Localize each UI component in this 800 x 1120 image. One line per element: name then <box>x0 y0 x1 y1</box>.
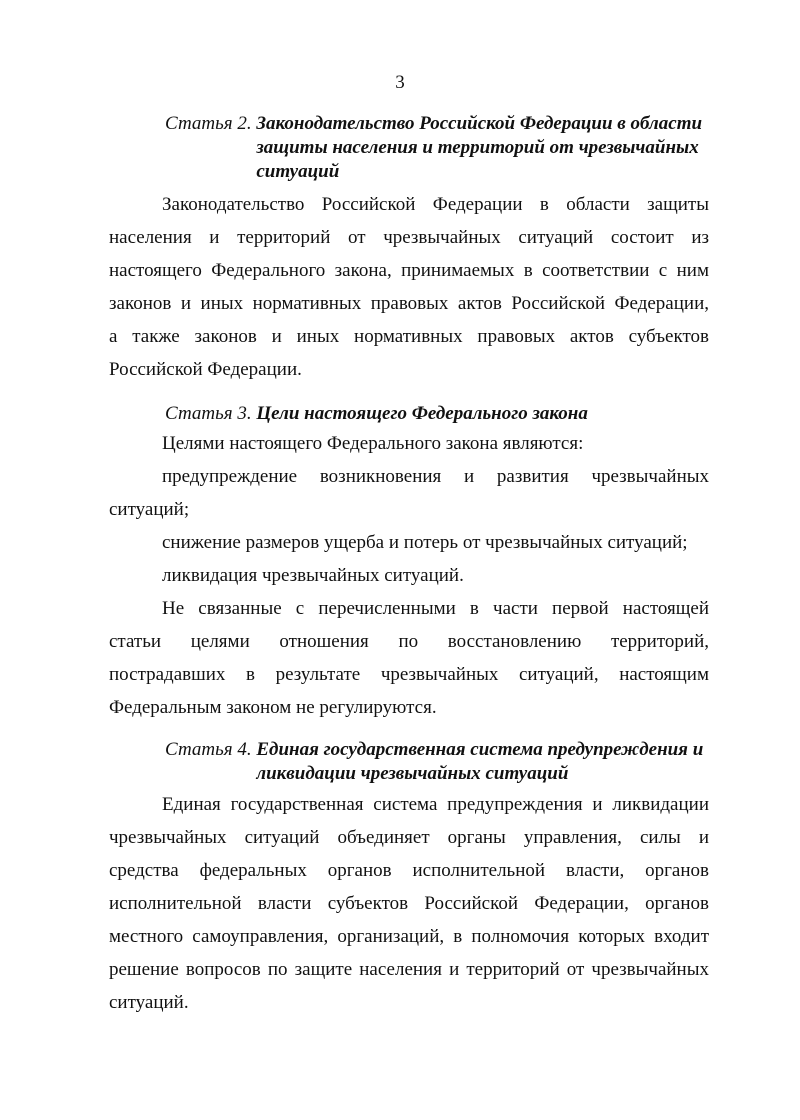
article-2-label: Статья 2. <box>165 113 252 134</box>
article-2-title-line: Законодательство Российской Федерации в области <box>256 113 703 134</box>
paragraph-line: Единая государственная система предупреждения и ликвидации <box>162 794 709 815</box>
paragraph-line: Целями настоящего Федерального закона являются: <box>162 433 584 454</box>
paragraph-line: Российской Федерации. <box>109 359 302 380</box>
article-4-body <box>109 788 709 1019</box>
article-3-title <box>256 402 587 426</box>
paragraph-line: Не связанные с перечисленными в части первой настоящей <box>162 598 709 619</box>
article-4-title-line: ликвидации чрезвычайных ситуаций <box>256 763 569 784</box>
paragraph-line: законов и иных нормативных правовых актов Российской Федерации, <box>109 293 709 314</box>
paragraph-line: Законодательство Российской Федерации в области защиты <box>162 194 709 215</box>
paragraph-line: ситуаций. <box>109 992 189 1013</box>
paragraph-line: пострадавших в результате чрезвычайных ситуаций, настоящим <box>109 664 709 685</box>
paragraph-line: предупреждение возникновения и развития чрезвычайных <box>162 466 709 487</box>
article-3-title-line: Цели настоящего Федерального закона <box>256 403 588 424</box>
article-2-heading <box>165 112 725 184</box>
paragraph-line: чрезвычайных ситуаций объединяет органы управления, силы и <box>109 827 709 848</box>
article-4-label: Статья 4. <box>165 739 252 760</box>
paragraph-line: ситуаций; <box>109 499 190 520</box>
paragraph-line: средства федеральных органов исполнительной власти, органов <box>109 860 709 881</box>
paragraph-line: снижение размеров ущерба и потерь от чрезвычайных ситуаций; <box>162 532 688 553</box>
paragraph-line: населения и территорий от чрезвычайных ситуаций состоит из <box>109 227 709 248</box>
article-3-label: Статья 3. <box>165 403 252 424</box>
article-4-heading <box>165 738 725 786</box>
article-2-title-line: ситуаций <box>256 161 340 182</box>
article-2-title <box>256 112 702 184</box>
paragraph-line: ликвидация чрезвычайных ситуаций. <box>162 565 464 586</box>
article-4-title-line: Единая государственная система предупреждения и <box>256 739 704 760</box>
paragraph-line: настоящего Федерального закона, принимаемых в соответствии с ним <box>109 260 709 281</box>
article-2-title-line: защиты населения и территорий от чрезвычайных <box>256 137 699 158</box>
article-4-title <box>256 738 703 786</box>
paragraph-line: статьи целями отношения по восстановлению территорий, <box>109 631 709 652</box>
paragraph-line: местного самоуправления, организаций, в полномочия которых входит <box>109 926 709 947</box>
paragraph-line: решение вопросов по защите населения и территорий от чрезвычайных <box>109 959 709 980</box>
paragraph-line: а также законов и иных нормативных правовых актов субъектов <box>109 326 709 347</box>
paragraph-line: исполнительной власти субъектов Российской Федерации, органов <box>109 893 709 914</box>
paragraph-line: Федеральным законом не регулируются. <box>109 697 437 718</box>
page-number: 3 <box>395 72 405 93</box>
article-2-body <box>109 188 709 386</box>
article-3-body <box>109 427 709 724</box>
article-3-heading <box>165 402 725 426</box>
